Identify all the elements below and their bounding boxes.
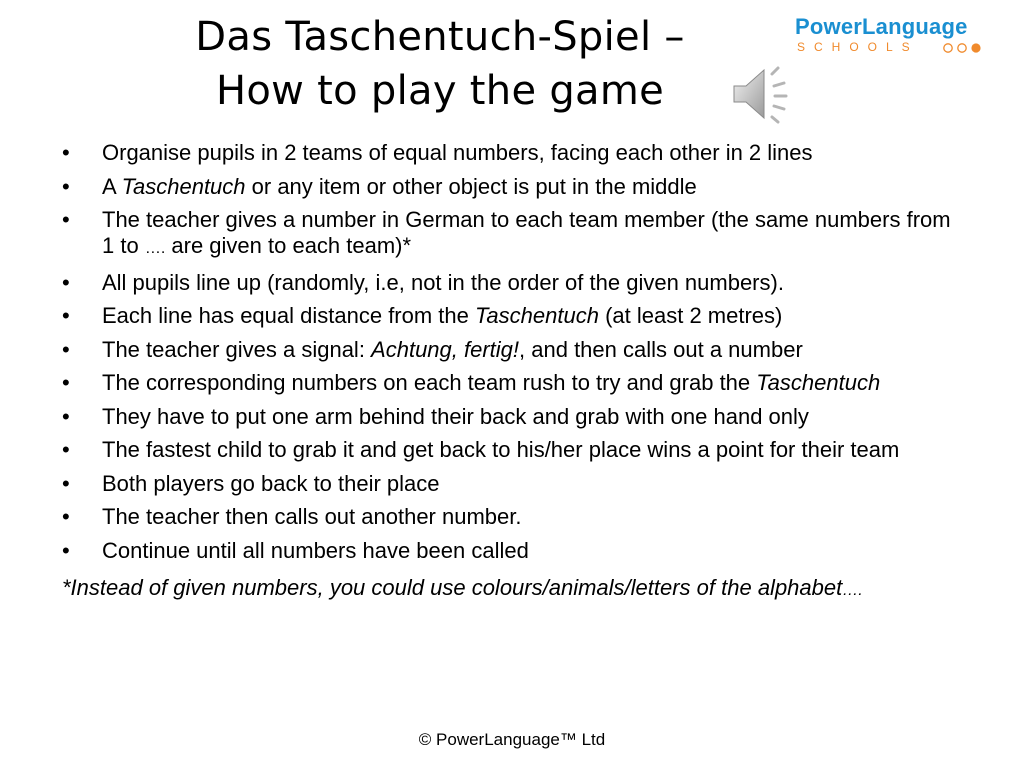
bullet-marker: • [62, 470, 70, 496]
list-item-emphasis: Taschentuch [756, 370, 881, 395]
list-item-text: The corresponding numbers on each team rush to try and grab the [102, 370, 757, 395]
bullet-marker: • [62, 303, 70, 328]
list-item-text: are given to each team)* [165, 233, 412, 258]
list-item-emphasis: Taschentuch [475, 303, 599, 328]
bullet-marker: • [62, 173, 70, 199]
footnote [62, 572, 962, 607]
list-item-text: The teacher gives a number in German to each team member (the same numbers from 1 to [102, 207, 951, 258]
footnote-ellipsis: …. [842, 581, 863, 599]
list-item [62, 303, 962, 329]
list-item [62, 437, 962, 463]
list-item-text: or any item or other object is put in the middle [245, 173, 697, 199]
list-item-text: They have to put one arm behind their back and grab with one hand only [102, 403, 809, 429]
list-item [62, 471, 962, 497]
speaker-audio-icon[interactable] [728, 62, 798, 126]
logo-dots-icon [942, 42, 990, 54]
list-item [62, 174, 962, 200]
powerlanguage-logo [795, 15, 990, 57]
list-item-emphasis: Achtung, fertig! [371, 336, 520, 362]
bullet-marker: • [62, 504, 70, 529]
list-item-emphasis: Taschentuch [121, 173, 246, 199]
bullet-marker: • [62, 370, 70, 395]
logo-wordmark [795, 15, 990, 39]
bullet-marker: • [62, 437, 70, 462]
list-item [62, 538, 962, 564]
list-item [62, 140, 962, 166]
list-item-text: Continue until all numbers have been called [102, 537, 529, 563]
list-item [62, 404, 962, 430]
list-item [62, 504, 962, 530]
list-item [62, 207, 962, 262]
bullet-marker: • [62, 336, 70, 362]
title-line-2: How to play the game [215, 68, 665, 114]
list-item-text: …. [144, 240, 166, 257]
instruction-list [62, 140, 962, 564]
slide-title [150, 10, 730, 118]
slide-body [62, 140, 962, 607]
bullet-marker: • [62, 140, 70, 165]
list-item-text: Each line has equal distance from the [102, 303, 476, 328]
title-line-1: Das Taschentuch-Spiel – [195, 14, 685, 60]
list-item [62, 370, 962, 396]
list-item-text: A [102, 173, 122, 199]
list-item-text: The fastest child to grab it and get back to his/her place wins a point for their team [102, 437, 900, 462]
copyright-footer: © PowerLanguage™ Ltd [418, 730, 606, 749]
list-item-text: Both players go back to their place [102, 470, 440, 496]
list-item-text: (at least 2 metres) [598, 303, 783, 328]
bullet-marker: • [62, 403, 70, 429]
logo-subtitle: SCHOOLS [797, 40, 919, 54]
logo-word-power: Power [795, 14, 863, 39]
list-item [62, 270, 962, 296]
list-item-text: , and then calls out a number [519, 336, 803, 362]
footnote-text: *Instead of given numbers, you could use colours/animals/letters of the alphabet [62, 574, 843, 600]
logo-word-language: Language [862, 14, 968, 39]
list-item-text: The teacher then calls out another number. [102, 504, 522, 529]
bullet-marker: • [62, 537, 70, 563]
list-item-text: All pupils line up (randomly, i.e, not in the order of the given numbers). [102, 269, 784, 295]
bullet-marker: • [62, 269, 70, 295]
list-item-text: Organise pupils in 2 teams of equal numbers, facing each other in 2 lines [102, 140, 813, 165]
list-item [62, 337, 962, 363]
bullet-marker: • [62, 207, 70, 232]
list-item-text: The teacher gives a signal: [102, 336, 372, 362]
